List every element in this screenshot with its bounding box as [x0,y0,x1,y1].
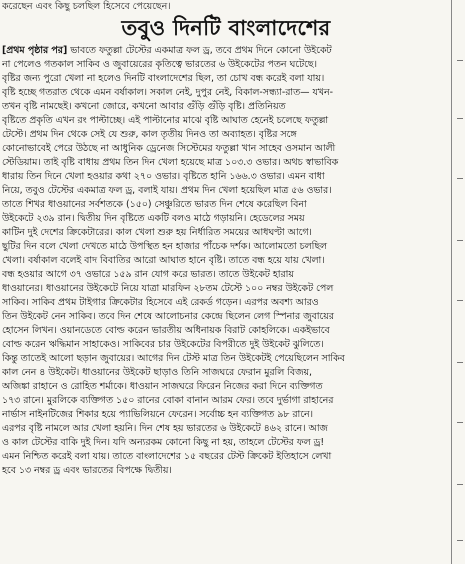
article-line-text: ধারায় তিন দিনে খেলা হওয়ার কথা ২৭০ ওভার। বৃষ্টিতে হানি ১৬৬.৩ ওভার। এমন বাধা [2,171,325,182]
margin-tick [457,540,463,541]
article-line [2,58,446,72]
article-line [2,184,446,198]
article-line-text: সাকিব। সাকিব প্রথম টাইগার ক্রিকেটার হিসেবে এই রেকর্ড গড়েন। এরপর অবশ্য আরও [2,297,319,308]
article-line-text: বন্ধ হওয়ার আগে ৩৭ ওভারে ১৫৯ রান যোগ করে ভারত। তাতে উইকেট হারায় [2,269,294,280]
article-line-text: তখন বৃষ্টি নামছেই। কখনো জোরে, কখনো আবার গুঁড়ি গুঁড়ি বৃষ্টি। প্রতিনিয়ত [2,101,286,112]
article-headline: তবুও দিনটি বাংলাদেশের [121,16,331,40]
margin-tick [457,240,463,241]
article-line-text: বৃষ্টিতে প্রকৃতি এখন রং পাল্টাচ্ছে। এই পাল্টানোর মাঝে বৃষ্টি আঘাত হেনেই চলেছে ফতুল্লা [2,115,329,126]
margin-tick [457,362,463,363]
article-line [2,100,446,114]
article-line [2,128,446,142]
article-line-text: এমন নিশ্চিত করেই বলা যায়। তাতে বাংলাদেশের ১৫ বছরের টেস্ট ক্রিকেট ইতিহাসে লেখা [2,451,332,462]
margin-tick [457,484,463,485]
article-line-text: না পেলেও গতকাল সাকিব ও জুবায়েরের কৃতিত্বে ভারতের ৬ উইকেটের পতন ঘটেছে। [2,59,317,70]
article-line [2,352,446,366]
article-line-text: হোসেন লিখন। ওয়ানডেতে বোল্ড করেন ভারতীয় অধিনায়ক বিরাট কোহলিকে। একইভাবে [2,325,330,336]
article-line [2,380,446,394]
article-line [2,170,446,184]
article-line [2,254,446,268]
article-line-text: ও কাল টেস্টের বাকি দুই দিন। যদি অন্যরকম কোনো কিছু না হয়, তাহলে টেস্টের ফল ড্র! [2,437,325,448]
article-line-text: নিয়ে, তবুও টেস্টের একমাত্র ফল ড্র, বলাই যায়। প্রথম দিন খেলা হয়েছিল মাত্র ৫৬ ওভার। [2,185,332,196]
article-line [2,114,446,128]
article-line-text: তিন উইকেট নেন সাকিব। তবে দিন শেষে আলোচনার কেন্দ্রে ছিলেন লেগ স্পিনার জুবায়ের [2,311,334,322]
margin-tick [457,178,463,179]
article-line [2,226,446,240]
article-line [2,156,446,170]
article-line [2,464,446,478]
article-line-text: কোনোভাবেই পেরে উঠছে না আধুনিক ড্রেনেজ সিস্টেমের ফতুল্লা খান সাহেব ওসমান আলী [2,143,336,154]
article-line [2,212,446,226]
article-body [2,44,446,478]
margin-marks [456,0,465,564]
article-line [2,142,446,156]
article-line [2,72,446,86]
article-line [2,394,446,408]
article-line-text: নার্ভাস নাইনটিজের শিকার হয়ে প্যাভিলিয়নে ফেরেন। সর্বোচ্চ হন ব্যক্তিগত ৯৮ রানে। [2,409,313,420]
article-line-text: তাতে শিখর ধাওয়ানের সর্বশতকে (১৫০) সেঞ্চুরিতে ভারত দিন শেষে করেছিল বিনা [2,199,307,210]
dateline: [প্রথম পৃষ্ঠার পর] [2,45,68,56]
article-line-text: ভাবতে ফতুল্লা টেস্টের একমাত্র ফল ড্র, তবে প্রথম দিনে কোনো উইকেট [70,45,332,56]
article-line-text: টেস্টে। প্রথম দিন থেকে সেই যে শুরু, কাল তৃতীয় দিনও তা অব্যাহত। বৃষ্টির সঙ্গে [2,129,297,140]
article-line [2,338,446,352]
margin-tick [457,118,463,119]
article-line [2,240,446,254]
article-line [2,86,446,100]
article-line-text: ধাওয়ানের। ধাওয়ানের উইকেটে নিয়ে যাত্রা মারফিন ২৮তম টেস্টে ১০০ নম্বর উইকেট পেল [2,283,334,294]
article-line-text: অজিঙ্কা রাহানে ও রোহিত শর্মাকে। ধাওয়ান সাজঘরে ফিরেন নিজের করা দিনে ব্যক্তিগত [2,381,323,392]
article-line [2,282,446,296]
article-line-text: খেলা। বর্ষাকাল বলেই বাদ বিবাতির আরো আঘাত হানে বৃষ্টি। তাতে বন্ধ হয়ে যায় খেলা। [2,255,325,266]
article-line-text: বৃষ্টির জন্য পুরো খেলা না হলেও দিনটি বাংলাদেশের ছিল, তা চোখ বন্ধ করেই বলা যায়। [2,73,325,84]
article-line-text: এরপর বৃষ্টি নামলে আর খেলা হয়নি। দিন শেষ হয় ভারতের ৬ উইকেটে ৪৬২ রানে। আজ [2,423,328,434]
article-line-text: কিন্তু তাতেই আলো ছড়ান জুবায়ের। আগের দিন টেস্ট মাত্র তিন উইকেটই পেয়েছিলেন সাকিব [2,353,345,364]
article-line [2,366,446,380]
article-line-text: স্টেডিয়াম। তাই বৃষ্টি বাধায় প্রথম তিন দিন খেলা হয়েছে মাত্র ১০৩.৩ ওভার। অথচ স্বাভাবিক [2,157,339,168]
article-line [2,422,446,436]
column-rule [451,0,452,564]
article-line-text: কাল নেন ৪ উইকেট। ধাওয়ানের উইকেট ছাড়াও তিনি সাজঘরে ফেরান মুরলি বিজয়, [2,367,312,378]
margin-tick [457,422,463,423]
margin-tick [457,60,463,61]
article-line [2,450,446,464]
article-line-text: ১৭৩ রানে। মুরলিকে ব্যক্তিগত ১৫০ রানের বোকা বানান আরম ফের। তবে দুর্ভাগা রাহানের [2,395,334,406]
article-line [2,436,446,450]
article-line [2,408,446,422]
previous-article-clip: করেছেন এবং কিছু চলছিল হিসেবে পেয়েছেন। [2,1,171,12]
article-line-text: উইকেটে ২৩৯ রান। দ্বিতীয় দিন বৃষ্টিতে একটি বলও মাঠে গড়ায়নি। হেডেলের সময় [2,213,305,224]
article-line-text: হবে ১৩ নম্বর ড্র এবং ভারতের বিপক্ষে দ্বিতীয়। [2,465,172,476]
margin-tick [457,300,463,301]
article-line-text: ছুটির দিন বলে খেলা দেখতে মাঠে উপস্থিত হন হাজার পাঁচেক দর্শক। আলোমতো চলছিল [2,241,328,252]
article-line [2,268,446,282]
article-line [2,324,446,338]
article-line [2,198,446,212]
article-line [2,296,446,310]
article-line-text: বোল্ড করেন ঋদ্ধিমান সাহাকেও। সাকিবের চার উইকেটের বিপরীতে দুই উইকেট ঝুলিতে। [2,339,324,350]
article-line-text: বৃষ্টি হচ্ছে গতরাত থেকে এমন বর্ষাকাল। সকাল নেই, দুপুর নেই, বিকাল-সন্ধ্যা-রাত— যখন- [2,87,334,98]
article-line [2,310,446,324]
article-line-text: কাটিন দুই দেশের ক্রিকেটারের। কাল খেলা শুরু হয় নির্ধারিত সময়ের আধঘণ্টা আগে। [2,227,312,238]
article-line [2,44,446,58]
